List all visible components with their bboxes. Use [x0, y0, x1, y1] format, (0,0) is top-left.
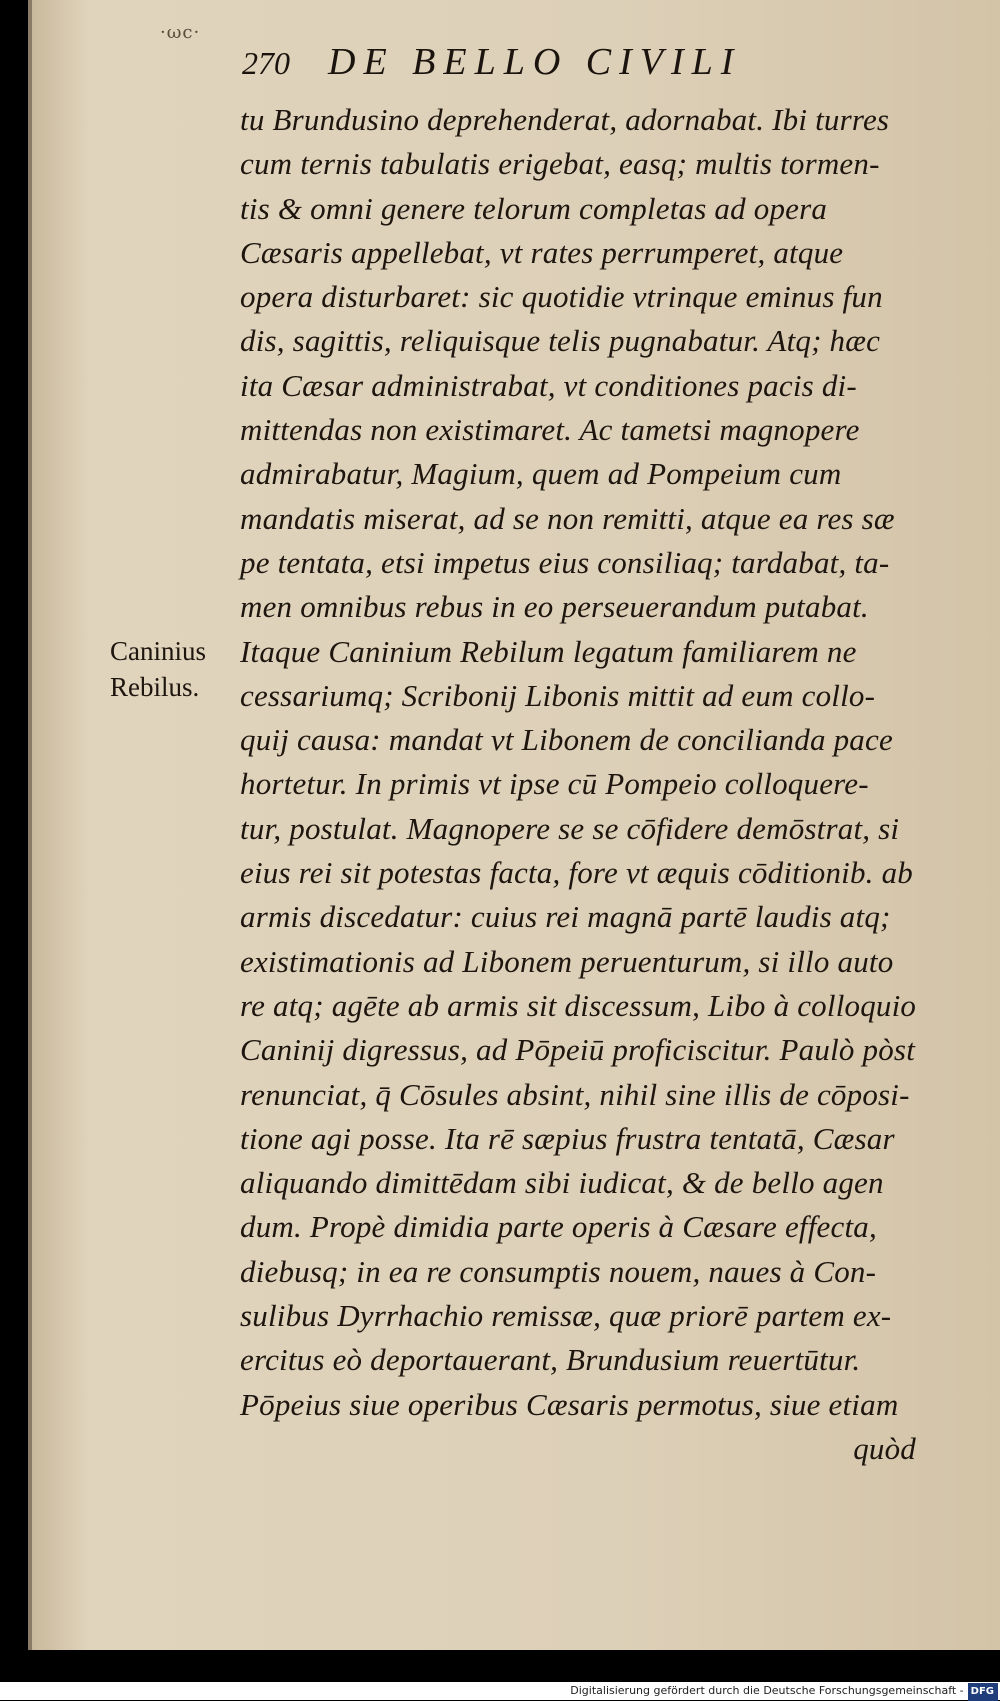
text-line: Cæsaris appellebat, vt rates perrumperet, atque — [240, 234, 844, 270]
text-line: ita Cæsar administrabat, vt conditiones pacis di- — [240, 367, 857, 403]
text-line: admirabatur, Magium, quem ad Pompeium cum — [240, 456, 842, 492]
text-line: mittendas non existimaret. Ac tametsi magnopere — [240, 412, 860, 448]
text-line: ercitus eò deportauerant, Brundusium reuertūtur. — [240, 1342, 861, 1378]
text-line: tur, postulat. Magnopere se se cōfidere demōstrat, si — [240, 810, 900, 846]
body-text — [240, 98, 980, 1471]
text-line: quij causa: mandat vt Libonem de concilianda pace — [240, 722, 893, 758]
dfg-logo: DFG — [968, 1683, 998, 1701]
text-line: dum. Propè dimidia parte operis à Cæsare effecta, — [240, 1209, 877, 1245]
text-line: dis, sagittis, reliquisque telis pugnabatur. Atq; hæc — [240, 323, 881, 359]
text-line: men omnibus rebus in eo perseuerandum putabat. — [240, 589, 869, 625]
text-line: opera disturbaret: sic quotidie vtrinque eminus fun — [240, 279, 883, 315]
text-line: Itaque Caninium Rebilum legatum familiarem ne — [240, 633, 857, 669]
marginal-note — [110, 633, 240, 705]
text-line: existimationis ad Libonem peruenturum, si illo auto — [240, 943, 894, 979]
text-line: hortetur. In primis vt ipse cū Pompeio colloquere- — [240, 766, 869, 802]
text-line: tis & omni genere telorum completas ad opera — [240, 190, 828, 226]
text-line: Pōpeius siue operibus Cæsaris permotus, siue etiam — [240, 1386, 899, 1422]
stray-mark: ·ωc· — [160, 22, 201, 43]
text-line: eius rei sit potestas facta, fore vt æquis cōditionib. ab — [240, 855, 913, 891]
text-line: renunciat, q̄ Cōsules absint, nihil sine illis de cōposi- — [240, 1076, 910, 1112]
marginal-note-line: Caninius — [110, 636, 207, 666]
text-line: cum ternis tabulatis erigebat, easq; multis tormen- — [240, 146, 880, 182]
catchword: quòd — [853, 1430, 916, 1466]
text-line: sulibus Dyrrhachio remissæ, quæ priorē partem ex- — [240, 1298, 892, 1334]
text-line: armis discedatur: cuius rei magnā partē laudis atq; — [240, 899, 891, 935]
text-line: Caninij digressus, ad Pōpeiū proficiscitur. Paulò pòst — [240, 1032, 916, 1068]
page-number: 270 — [242, 45, 290, 81]
page-header — [242, 40, 882, 96]
text-line: re atq; agēte ab armis sit discessum, Libo à colloquio — [240, 987, 917, 1023]
footer-text: Digitalisierung gefördert durch die Deutsche Forschungsgemeinschaft - — [570, 1684, 964, 1697]
text-line: cessariumq; Scribonij Libonis mittit ad eum collo- — [240, 677, 876, 713]
running-title: DE BELLO CIVILI — [328, 41, 742, 83]
text-line: diebusq; in ea re consumptis nouem, naues à Con- — [240, 1253, 877, 1289]
book-page — [28, 0, 1000, 1650]
text-line: pe tentata, etsi impetus eius consiliaq; tardabat, ta- — [240, 544, 890, 580]
text-line: aliquando dimittēdam sibi iudicat, & de bello agen — [240, 1165, 884, 1201]
marginal-note-line: Rebilus. — [110, 672, 200, 702]
footer-credit — [0, 1682, 1000, 1700]
text-line: tione agi posse. Ita rē sæpius frustra tentatā, Cæsar — [240, 1120, 895, 1156]
text-line: mandatis miserat, ad se non remitti, atque ea res sæ — [240, 500, 895, 536]
text-line: tu Brundusino deprehenderat, adornabat. Ibi turres — [240, 102, 890, 137]
